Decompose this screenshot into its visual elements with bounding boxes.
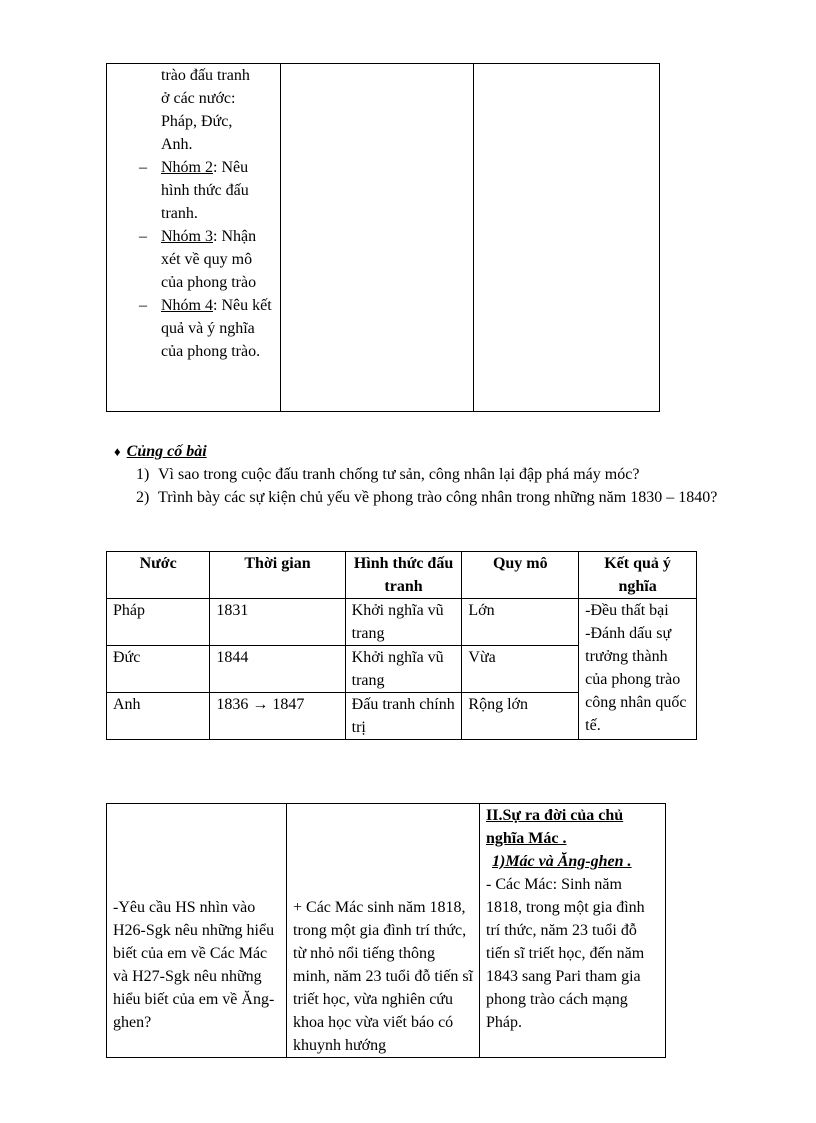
text-line: ở các nước: <box>161 90 236 107</box>
group-task-text: : Nêu hình thức đấu tranh. <box>161 159 249 222</box>
student-activity-text: + Các Mác sinh năm 1818, trong một gia đình trí thức, từ nhỏ nổi tiếng thông minh, năm 23 tuổi đỗ tiến sĩ triết học, vừa nghiên cứu khoa học vừa viết báo có khuynh hướng <box>293 899 473 1054</box>
group-label: Nhóm 2 <box>161 159 213 176</box>
subsection-title: 1)Mác và Ăng-ghen . <box>492 853 632 870</box>
column-header: Thời gian <box>210 552 345 599</box>
group-label: Nhóm 3 <box>161 228 213 245</box>
empty-cell <box>474 64 660 412</box>
movement-summary-table <box>106 551 697 740</box>
group-task-item <box>107 294 273 363</box>
empty-cell <box>280 64 473 412</box>
question-item <box>136 486 774 509</box>
table-cell: 1831 <box>210 599 345 646</box>
table-cell: Khởi nghĩa vũ trang <box>345 646 462 693</box>
result-line: -Đánh dấu sự trưởng thành của phong trào công nhân quốc tế. <box>585 625 687 734</box>
table-cell: Đấu tranh chính trị <box>345 693 462 740</box>
column-header: Quy mô <box>462 552 579 599</box>
marx-table <box>106 803 666 1058</box>
teacher-activity-text: -Yêu cầu HS nhìn vào H26-Sgk nêu những hiểu biết của em về Các Mác và H27-Sgk nêu những hiểu biết của em về Ăng-ghen? <box>113 899 275 1031</box>
teacher-activity-cell <box>107 804 287 1058</box>
section-title: Củng cố bài <box>126 443 207 460</box>
question-number: 1) <box>136 466 150 483</box>
group-task-text: : Nêu kết quả và ý nghĩa của phong trào. <box>161 297 272 360</box>
table-cell: Khởi nghĩa vũ trang <box>345 599 462 646</box>
text-line: trào đấu tranh <box>161 67 250 84</box>
text-line: Anh. <box>161 136 193 153</box>
question-number: 2) <box>136 489 150 506</box>
consolidation-section <box>114 440 774 509</box>
activity-table <box>106 63 660 412</box>
question-item <box>136 463 774 486</box>
activity-steps-cell <box>107 64 281 412</box>
text-line: Pháp, Đức, <box>161 113 233 130</box>
table-cell: Rộng lớn <box>462 693 579 740</box>
table-cell: Vừa <box>462 646 579 693</box>
group-task-item <box>107 156 273 225</box>
column-header: Nước <box>107 552 210 599</box>
content-text: - Các Mác: Sinh năm 1818, trong một gia đình trí thức, năm 23 tuổi đỗ tiến sĩ triết học, đến năm 1843 sang Pari tham gia phong trào cách mạng Pháp. <box>486 876 645 1031</box>
result-line: -Đều thất bại <box>585 602 669 619</box>
column-header: Hình thức đấu tranh <box>345 552 462 599</box>
table-cell: 1836 → 1847 <box>210 693 345 740</box>
group-task-item <box>107 225 273 294</box>
table-cell: Pháp <box>107 599 210 646</box>
question-text: Trình bày các sự kiện chủ yếu về phong trào công nhân trong những năm 1830 – 1840? <box>158 489 718 506</box>
table-cell: 1844 <box>210 646 345 693</box>
group-task-list <box>107 156 280 363</box>
table-row <box>107 599 697 646</box>
content-cell <box>480 804 666 1058</box>
student-activity-cell <box>287 804 480 1058</box>
result-cell <box>579 599 697 740</box>
group-task-text: : Nhận xét về quy mô của phong trào <box>161 228 257 291</box>
column-header: Kết quả ý nghĩa <box>579 552 697 599</box>
question-text: Vì sao trong cuộc đấu tranh chống tư sản, công nhân lại đập phá máy móc? <box>158 466 640 483</box>
group1-continuation <box>107 64 273 156</box>
dash-bullet: – <box>139 228 147 245</box>
table-cell: Lớn <box>462 599 579 646</box>
diamond-bullet-icon: ♦ <box>114 444 121 459</box>
table-cell: Đức <box>107 646 210 693</box>
header-row <box>107 552 697 599</box>
dash-bullet: – <box>139 297 147 314</box>
group-label: Nhóm 4 <box>161 297 213 314</box>
section-title: II.Sự ra đời của chủ nghĩa Mác . <box>486 807 624 847</box>
section-heading <box>114 440 774 463</box>
table-cell: Anh <box>107 693 210 740</box>
dash-bullet: – <box>139 159 147 176</box>
